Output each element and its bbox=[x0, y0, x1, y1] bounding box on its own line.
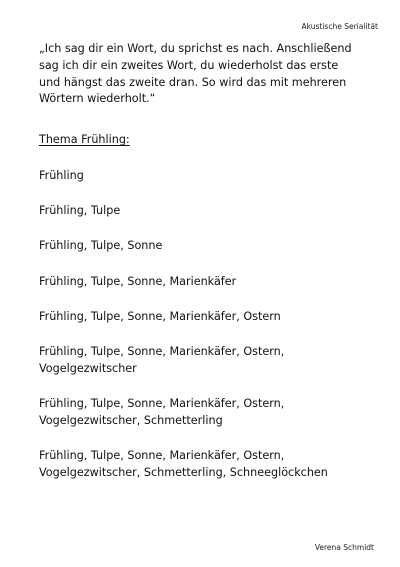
list-item-text-continued: Vogelgezwitscher, Schmetterling, Schneeglöckchen bbox=[39, 465, 328, 479]
list-item-text: Frühling, Tulpe, Sonne, Marienkäfer, Ostern, bbox=[39, 344, 285, 358]
list-item bbox=[39, 203, 384, 220]
list-item bbox=[39, 344, 384, 378]
list-item-text: Frühling, Tulpe, Sonne bbox=[39, 239, 163, 253]
list-item-text: Frühling, Tulpe, Sonne, Marienkäfer bbox=[39, 274, 237, 288]
list-item-text: Frühling, Tulpe, Sonne, Marienkäfer, Ostern bbox=[39, 309, 281, 323]
word-sequence-list bbox=[39, 168, 384, 500]
document-header-title: Akustische Serialität bbox=[301, 22, 378, 31]
list-item bbox=[39, 396, 384, 430]
list-item bbox=[39, 309, 384, 326]
list-item bbox=[39, 274, 384, 291]
intro-line: und hängst das zweite dran. So wird das mit mehreren bbox=[39, 75, 347, 89]
intro-line: Wörtern wiederholt.“ bbox=[39, 92, 156, 106]
section-heading: Thema Frühling: bbox=[39, 133, 130, 146]
intro-line: „Ich sag dir ein Wort, du sprichst es nach. Anschließend bbox=[39, 42, 352, 55]
intro-paragraph bbox=[39, 41, 384, 108]
list-item bbox=[39, 448, 384, 482]
list-item-text-continued: Vogelgezwitscher bbox=[39, 361, 137, 375]
list-item bbox=[39, 238, 384, 255]
document-footer-author: Verena Schmidt bbox=[314, 543, 374, 552]
list-item-text: Frühling, Tulpe, Sonne, Marienkäfer, Ostern, bbox=[39, 396, 285, 410]
list-item-text: Frühling, Tulpe, Sonne, Marienkäfer, Ostern, bbox=[39, 448, 285, 462]
list-item bbox=[39, 168, 384, 185]
list-item-text-continued: Vogelgezwitscher, Schmetterling bbox=[39, 413, 223, 427]
list-item-text: Frühling bbox=[39, 169, 84, 182]
intro-line: sag ich dir ein zweites Wort, du wiederholst das erste bbox=[39, 58, 339, 72]
list-item-text: Frühling, Tulpe bbox=[39, 204, 121, 218]
